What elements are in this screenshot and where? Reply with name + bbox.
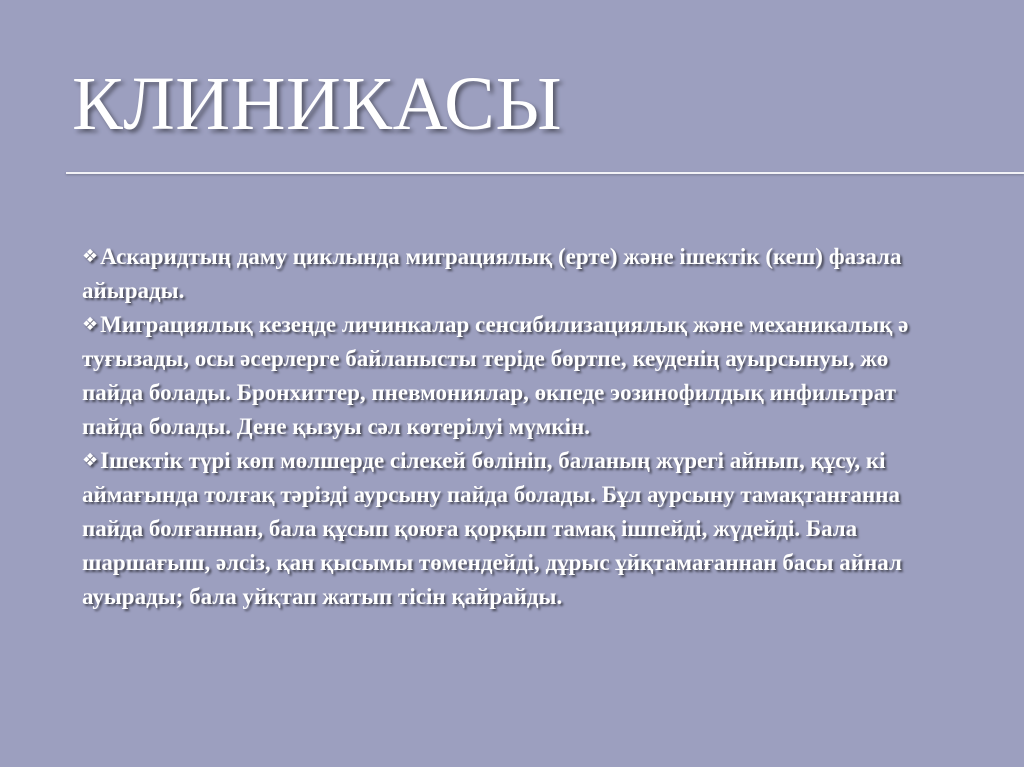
body-line-text: пайда болғаннан, бала құсып қоюға қорқып тамақ ішпейді, жүдейді. Бала xyxy=(82,516,858,541)
diamond-bullet-icon: ❖ xyxy=(82,450,99,471)
body-line-text: шаршағыш, әлсіз, қан қысымы төмендейді, дұрыс ұйқтамағаннан басы айнал xyxy=(82,550,902,575)
body-line xyxy=(82,240,1024,274)
diamond-bullet-icon: ❖ xyxy=(82,314,99,335)
body-line-text: айырады. xyxy=(82,278,185,303)
body-line-text: пайда болады. Бронхиттер, пневмониялар, өкпеде эозинофилдық инфильтрат xyxy=(82,380,896,405)
body-line xyxy=(82,274,1024,308)
title-divider xyxy=(66,172,1024,174)
body-line xyxy=(82,410,1024,444)
body-line xyxy=(82,308,1024,342)
body-line xyxy=(82,444,1024,478)
slide-title: КЛИНИКАСЫ xyxy=(72,62,563,146)
body-line-text: Аскаридтың даму циклында миграциялық (ерте) және ішектік (кеш) фазала xyxy=(100,244,902,269)
body-line-text: туғызады, осы әсерлерге байланысты теріде бөртпе, кеуденің ауырсынуы, жө xyxy=(82,346,889,371)
body-line xyxy=(82,512,1024,546)
body-line-text: аймағында толғақ тәрізді аурсыну пайда болады. Бұл аурсыну тамақтанғанна xyxy=(82,482,900,507)
body-line xyxy=(82,478,1024,512)
body-line-text: пайда болады. Дене қызуы сәл көтерілуі мүмкін. xyxy=(82,414,591,439)
body-line-text: Миграциялық кезеңде личинкалар сенсибилизациялық және механикалық ә xyxy=(100,312,909,337)
body-line-text: ауырады; бала уйқтап жатып тісін қайрайды. xyxy=(82,584,563,609)
body-line xyxy=(82,546,1024,580)
body-line xyxy=(82,376,1024,410)
body-line xyxy=(82,342,1024,376)
body-line xyxy=(82,580,1024,614)
slide-body xyxy=(82,240,1024,620)
diamond-bullet-icon: ❖ xyxy=(82,246,99,267)
body-line-text: Ішектік түрі көп мөлшерде сілекей бөлініп, баланың жүрегі айнып, құсу, кі xyxy=(100,448,886,473)
